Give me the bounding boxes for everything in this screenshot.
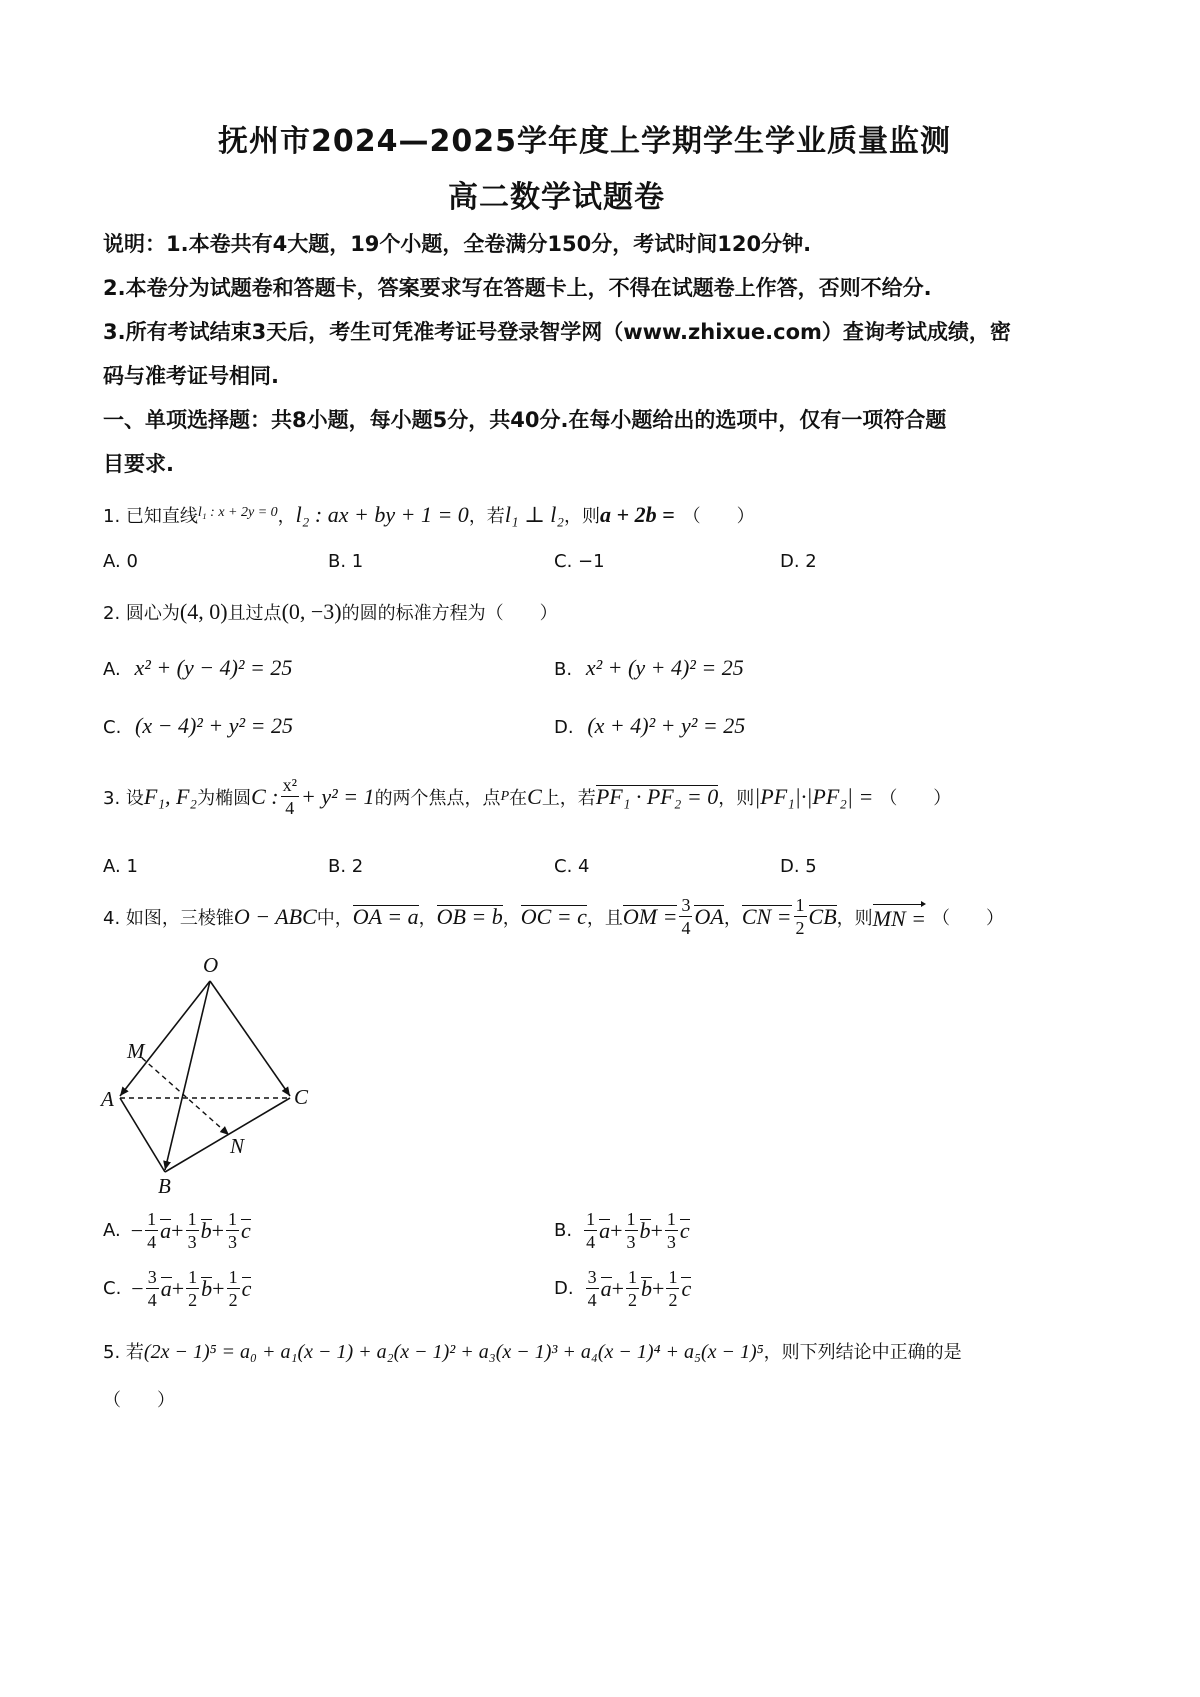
q3-abs-product: |PF₁|·|PF₂| =: [754, 783, 874, 809]
q4-option-d-coef-b: $\frac{1}{2}$: [628, 1267, 638, 1310]
q4-option-c[interactable]: C. − $\frac{3}{4}$ a + $\frac{1}{2}$ b + $\frac{1}{2}$ c: [103, 1267, 252, 1310]
exam-title: 抚州市2024—2025学年度上学期学生学业质量监测: [218, 124, 951, 159]
q3-option-c[interactable]: C. 4: [554, 856, 590, 877]
q5-expansion: (2x − 1)⁵ = a₀ + a₁(x − 1) + a₂(x − 1)² + a₃(x − 1)³ + a₄(x − 1)⁴ + a₅(x − 1)⁵: [143, 1341, 764, 1363]
q3-mid4: 上，若: [541, 787, 596, 809]
q4-cn-lhs: CN =: [741, 903, 792, 929]
q5-prefix: 5. 若: [103, 1342, 144, 1363]
q4-om-lhs: OM =: [622, 903, 678, 929]
q2-prefix: 2. 圆心为: [103, 603, 180, 624]
q4-option-d-label: D.: [554, 1278, 574, 1299]
label-c: C: [294, 1085, 309, 1109]
note-line-1: 说明：1.本卷共有4大题，19个小题，全卷满分150分，考试时间120分钟.: [103, 232, 812, 256]
section1-heading-line1: 一、单项选择题：共8小题，每小题5分，共40分.在每小题给出的选项中，仅有一项符合题: [103, 408, 947, 432]
q4-option-a-coef-a: $\frac{1}{4}$: [147, 1209, 157, 1252]
q1-option-b[interactable]: B. 1: [328, 551, 364, 572]
q2-point: (0, −3): [281, 599, 342, 624]
q4-om-vec: OA: [694, 903, 724, 929]
q3-then: ，则: [718, 787, 755, 809]
q2-option-d-label: D.: [554, 717, 574, 738]
q2-option-c-expr: (x − 4)² + y² = 25: [135, 713, 293, 738]
q4-cn-vec: CB: [808, 903, 837, 929]
q1-paren: （ ）: [682, 506, 755, 527]
q4-cn-den: 2: [795, 918, 805, 938]
q4-mid: 中，: [316, 907, 353, 929]
q3-ellipse-den: 4: [285, 798, 295, 818]
q4-option-d-coef-a: $\frac{3}{4}$: [587, 1267, 597, 1310]
q1-perp: l₁ ⊥ l₂: [504, 502, 565, 527]
q4-option-d-coef-c: $\frac{1}{2}$: [668, 1267, 678, 1310]
q5-suffix: ，则下列结论中正确的是: [763, 1342, 962, 1363]
q4-option-c-label: C.: [103, 1278, 122, 1299]
q1-expression: a + 2b =: [600, 502, 675, 527]
question-1-stem: [103, 502, 755, 528]
q2-option-a[interactable]: [103, 655, 292, 681]
q1-line-l2: l₂ : ax + by + 1 = 0: [295, 502, 469, 527]
q1-line-l1: l₁ : x + 2y = 0: [197, 505, 278, 520]
q3-prefix: 3. 设: [103, 787, 144, 809]
q2-option-b-label: B.: [554, 659, 573, 680]
q4-cn-num: 1: [795, 895, 805, 915]
q4-paren: （ ）: [932, 907, 1004, 929]
q4-vec-oc: OC = c: [520, 903, 587, 929]
q2-option-a-label: A.: [103, 659, 121, 680]
q4-and: ，且: [586, 907, 623, 929]
q3-curve-c: C: [527, 783, 542, 809]
q4-option-d[interactable]: D. $\frac{3}{4}$ a + $\frac{1}{2}$ b + $\frac{1}{2}$ c: [554, 1267, 692, 1310]
q3-mid3: 在: [509, 787, 528, 809]
q4-vec-oa: OA = a: [352, 903, 419, 929]
q2-mid: 且过点: [227, 603, 282, 624]
q1-then: ，则: [564, 506, 601, 527]
q4-option-a-coef-b: $\frac{1}{3}$: [187, 1209, 197, 1252]
q4-option-c-coef-c: $\frac{1}{2}$: [228, 1267, 238, 1310]
note-line-3: 3.所有考试结束3天后，考生可凭准考证号登录智学网（www.zhixue.com）查询考试成绩，密: [103, 320, 1011, 344]
q4-om-fraction: [679, 896, 692, 937]
q3-mid2: 的两个焦点，点: [374, 787, 501, 809]
q4-vec-mn: MN =: [873, 902, 926, 932]
label-b: B: [158, 1174, 171, 1198]
label-o: O: [203, 953, 219, 977]
q3-ellipse-num: x²: [282, 775, 297, 795]
q1-mid: ，若: [468, 506, 505, 527]
q3-option-a[interactable]: A. 1: [103, 856, 138, 877]
question-3-stem: [103, 776, 951, 817]
q3-option-d[interactable]: D. 5: [780, 856, 817, 877]
q1-sep: ，: [277, 506, 296, 527]
q2-option-b[interactable]: [554, 655, 744, 681]
section1-heading-line2: 目要求.: [103, 452, 174, 476]
q4-solid: O − ABC: [233, 903, 317, 929]
q3-mid1: 为椭圆: [197, 787, 252, 809]
segment-mn: [142, 1058, 229, 1135]
q4-option-a-sign: −: [130, 1217, 144, 1243]
q3-option-b[interactable]: B. 2: [328, 856, 364, 877]
q1-option-a[interactable]: A. 0: [103, 551, 138, 572]
label-a: A: [101, 1087, 114, 1111]
q4-then: ，则: [836, 907, 873, 929]
tetrahedron-figure: [95, 950, 335, 1200]
note-line-2: 2.本卷分为试题卷和答题卡，答案要求写在答题卡上，不得在试题卷上作答，否则不给分.: [103, 276, 932, 300]
q4-om-den: 4: [681, 918, 691, 938]
q3-point-p: P: [500, 788, 510, 804]
q2-option-d-expr: (x + 4)² + y² = 25: [587, 713, 746, 738]
question-2-stem: [103, 599, 558, 625]
label-m: M: [127, 1039, 145, 1063]
q4-option-b-coef-c: $\frac{1}{3}$: [666, 1209, 676, 1252]
q4-option-a-coef-c: $\frac{1}{3}$: [227, 1209, 237, 1252]
q2-option-d[interactable]: [554, 713, 745, 739]
q4-option-b[interactable]: B. $\frac{1}{4}$ a + $\frac{1}{3}$ b + $\frac{1}{3}$ c: [554, 1209, 690, 1252]
exam-subtitle: 高二数学试题卷: [448, 180, 665, 215]
q4-option-a[interactable]: A. − $\frac{1}{4}$ a + $\frac{1}{3}$ b + $\frac{1}{3}$ c: [103, 1209, 251, 1252]
q3-ellipse-fraction: [281, 776, 299, 817]
q4-option-a-label: A.: [103, 1220, 121, 1241]
q2-option-a-expr: x² + (y − 4)² = 25: [134, 655, 293, 680]
q3-ellipse-rest: + y² = 1: [301, 783, 375, 809]
label-n: N: [230, 1134, 245, 1158]
q2-option-b-expr: x² + (y + 4)² = 25: [585, 655, 744, 680]
q3-foci: F₁, F₂: [143, 783, 198, 809]
q2-center: (4, 0): [179, 599, 228, 624]
q4-vec-ob: OB = b: [436, 903, 503, 929]
q4-option-c-coef-a: $\frac{3}{4}$: [147, 1267, 157, 1310]
q1-option-c[interactable]: C. −1: [554, 551, 605, 572]
q4-option-b-label: B.: [554, 1220, 573, 1241]
q3-paren: （ ）: [879, 787, 952, 809]
question-4-stem: 4. 如图，三棱锥 O − ABC 中， OA = a ， OB = b ， OC = c ，且 OM = $\frac{3}{4}$ OA ， CN = $\frac{1}{2}$ CB ，则 MN = （ ）: [103, 895, 1004, 938]
note-line-4: 码与准考证号相同.: [103, 364, 279, 388]
q5-paren: （ ）: [103, 1390, 175, 1411]
q1-option-d[interactable]: D. 2: [780, 551, 817, 572]
edge-ab: [120, 1098, 165, 1172]
q4-option-b-coef-b: $\frac{1}{3}$: [626, 1209, 636, 1252]
question-5-stem: [103, 1338, 962, 1364]
edge-oc: [210, 981, 290, 1096]
q4-option-c-coef-b: $\frac{1}{2}$: [188, 1267, 198, 1310]
q4-prefix: 4. 如图，三棱锥: [103, 907, 234, 929]
q4-om-num: 3: [681, 895, 691, 915]
q4-cn-fraction: [794, 896, 807, 937]
q3-ellipse-lhs: C :: [251, 783, 279, 809]
q2-suffix: 的圆的标准方程为（ ）: [341, 603, 558, 624]
q2-option-c[interactable]: [103, 713, 293, 739]
edge-bc: [165, 1098, 290, 1172]
q2-option-c-label: C.: [103, 717, 122, 738]
q3-dot-product: PF₁ · PF₂ = 0: [595, 783, 719, 809]
q4-option-b-coef-a: $\frac{1}{4}$: [586, 1209, 596, 1252]
q1-prefix: 1. 已知直线: [103, 506, 198, 527]
q4-option-c-sign: −: [131, 1275, 144, 1301]
